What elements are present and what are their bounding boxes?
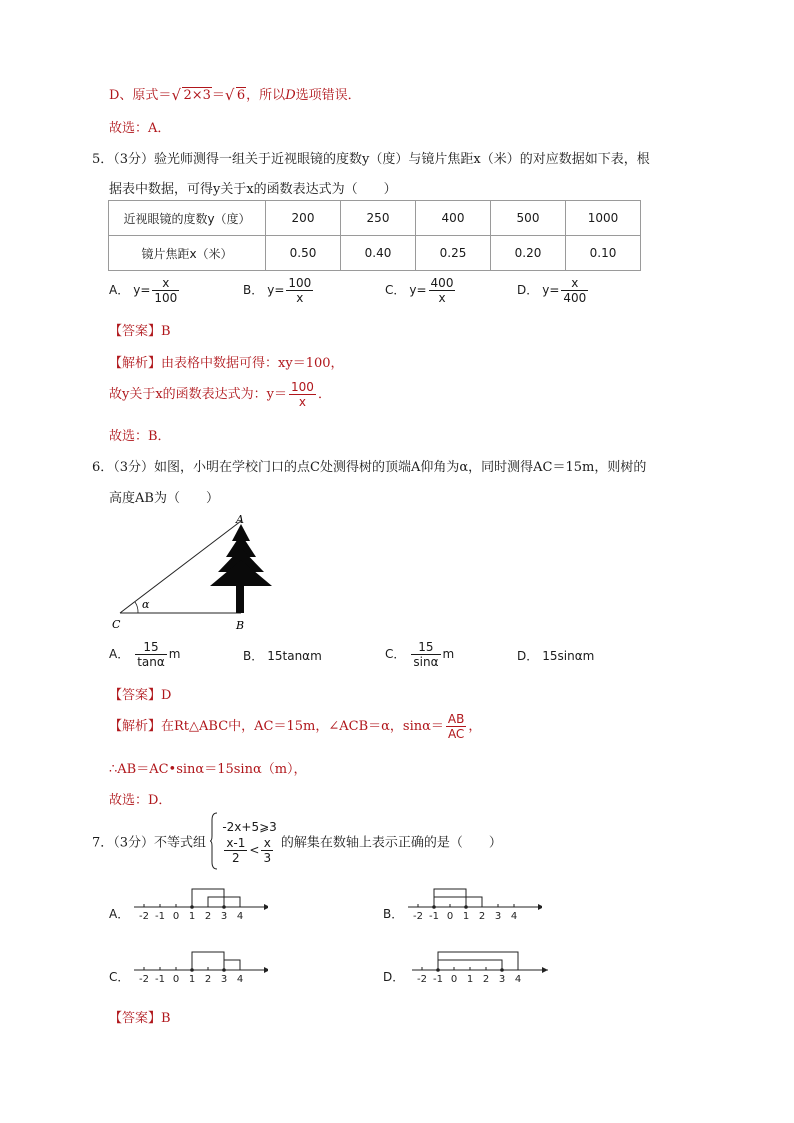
- q7-stem: 7．（3分）不等式组 -2x+5⩾3 $\frac{x-1}{2}$ < $\frac{x}{3}$ 的解集在数轴上表示正确的是（ ）: [92, 812, 502, 870]
- label-b: B: [236, 619, 245, 632]
- d-prefix: D、原式＝: [109, 88, 172, 103]
- q7-option-a[interactable]: [128, 880, 268, 922]
- solution-range-bar: [434, 897, 482, 907]
- brace-icon: [210, 812, 218, 870]
- tick-label: 2: [204, 911, 212, 922]
- q5-cell: 0.10: [566, 236, 641, 271]
- q5-cell: 0.25: [416, 236, 491, 271]
- arrow-icon: [264, 904, 268, 910]
- q6-answer-key: 【答案】D: [109, 688, 172, 703]
- tick-label: -2: [139, 974, 149, 985]
- q7-option-b[interactable]: [402, 880, 542, 922]
- q5-answer-key: 【答案】B: [109, 324, 171, 339]
- q5-cell: 500: [491, 201, 566, 236]
- label-alpha: α: [142, 598, 150, 611]
- q5-analysis-line1: 【解析】由表格中数据可得：xy＝100，: [109, 356, 344, 371]
- q6-option-a[interactable]: A． $\frac{15}{\tan\alpha}$ m: [109, 640, 181, 669]
- q7-option-d-label[interactable]: D．: [383, 970, 405, 984]
- tick-label: 4: [236, 974, 244, 985]
- q5-cell: 0.50: [266, 236, 341, 271]
- q5-option-a[interactable]: A． y= $\frac{x}{100}$: [109, 276, 178, 305]
- endpoint-dot: [436, 968, 440, 972]
- q5-stem-line2: 据表中数据，可得y关于x的函数表达式为（ ）: [109, 182, 397, 197]
- label-c: C: [112, 618, 121, 631]
- q5-cell: 0.20: [491, 236, 566, 271]
- q6-conclusion: 故选：D．: [109, 793, 172, 808]
- angle-arc: [135, 602, 138, 613]
- q5-option-c[interactable]: C． y= $\frac{400}{x}$: [385, 276, 454, 305]
- q5-cell: 1000: [566, 201, 641, 236]
- line-d-explanation: [109, 84, 361, 103]
- tick-label: 3: [220, 974, 228, 985]
- line-answer-prev: 故选：A．: [109, 121, 171, 136]
- d-suffix: 选项错误．: [295, 88, 361, 103]
- q7-option-c-label[interactable]: C．: [109, 970, 130, 984]
- tick-label: 1: [188, 911, 196, 922]
- tick-label: -2: [413, 911, 423, 922]
- q5-cell: 200: [266, 201, 341, 236]
- d-eq: ＝: [211, 88, 225, 103]
- solution-range-bar: [224, 960, 240, 970]
- q5-stem-line1: 5．（3分）验光师测得一组关于近视眼镜的度数y（度）与镜片焦距x（米）的对应数据如下表，根: [92, 152, 650, 167]
- q7-option-a-label[interactable]: A．: [109, 907, 130, 921]
- tick-label: 0: [450, 974, 458, 985]
- arrow-icon: [264, 967, 268, 973]
- tick-label: 2: [478, 911, 486, 922]
- q6-option-c[interactable]: C． $\frac{15}{\sin\alpha}$ m: [385, 640, 455, 669]
- q6-analysis-line1: 【解析】在Rt△ABC中，AC＝15m，∠ACB＝α，sinα＝ $\frac{AB}{AC}$ ，: [109, 712, 482, 741]
- label-a: A: [236, 513, 244, 526]
- q5-analysis-line2: 故y关于x的函数表达式为：y＝ $\frac{100}{x}$ ．: [109, 380, 331, 409]
- q5-cell: 0.40: [341, 236, 416, 271]
- q5-row2-label: 镜片焦距x（米）: [109, 236, 266, 271]
- tick-label: 4: [514, 974, 522, 985]
- tick-label: 2: [204, 974, 212, 985]
- tick-label: -1: [155, 974, 165, 985]
- tick-label: -1: [429, 911, 439, 922]
- arrow-icon: [542, 967, 548, 973]
- sqrt-6: √ 6: [225, 88, 246, 103]
- tick-label: 1: [466, 974, 474, 985]
- tick-label: 3: [494, 911, 502, 922]
- tick-label: 1: [188, 974, 196, 985]
- d-letter: D: [285, 88, 296, 103]
- q6-analysis-line2: ∴AB＝AC•sinα＝15sinα（m），: [109, 762, 307, 777]
- endpoint-dot: [190, 968, 194, 972]
- q6-option-d[interactable]: D． 15sinαm: [517, 649, 595, 663]
- tick-label: -1: [433, 974, 443, 985]
- q5-option-d[interactable]: D． y= $\frac{x}{400}$: [517, 276, 587, 305]
- q5-row-focal: [109, 236, 641, 271]
- q7-option-c[interactable]: [128, 943, 268, 985]
- q6-stem-line2: 高度AB为（ ）: [109, 491, 219, 506]
- tick-label: 2: [482, 974, 490, 985]
- q7-option-d[interactable]: [402, 943, 552, 985]
- endpoint-dot: [222, 968, 226, 972]
- tick-label: 1: [462, 911, 470, 922]
- sqrt-2x3: √ 2×3: [171, 88, 211, 103]
- arrow-icon: [538, 904, 542, 910]
- tick-label: 4: [510, 911, 518, 922]
- endpoint-dot: [464, 905, 468, 909]
- inequality-system: -2x+5⩾3 $\frac{x-1}{2}$ < $\frac{x}{3}$: [222, 819, 277, 865]
- tick-label: -2: [417, 974, 427, 985]
- q5-option-b[interactable]: B． y= $\frac{100}{x}$: [243, 276, 312, 305]
- endpoint-dot: [190, 905, 194, 909]
- q6-figure: [100, 508, 280, 633]
- tick-label: 0: [446, 911, 454, 922]
- endpoint-dot: [222, 905, 226, 909]
- tick-label: 3: [220, 911, 228, 922]
- tick-label: 0: [172, 974, 180, 985]
- solution-range-bar: [438, 952, 518, 970]
- q6-stem-line1: 6．（3分）如图，小明在学校门口的点C处测得树的顶端A仰角为α，同时测得AC＝15m，则树的: [92, 460, 647, 475]
- d-mid: ，所以: [246, 88, 286, 103]
- q7-option-b-label[interactable]: B．: [383, 907, 404, 921]
- tick-label: 3: [498, 974, 506, 985]
- q7-answer-key: 【答案】B: [109, 1011, 171, 1026]
- q5-row1-label: 近视眼镜的度数y（度）: [109, 201, 266, 236]
- endpoint-dot: [432, 905, 436, 909]
- tick-label: -1: [155, 911, 165, 922]
- endpoint-dot: [500, 968, 504, 972]
- q5-cell: 250: [341, 201, 416, 236]
- q5-table: [108, 200, 641, 271]
- tick-label: 4: [236, 911, 244, 922]
- q5-cell: 400: [416, 201, 491, 236]
- tick-label: -2: [139, 911, 149, 922]
- q5-row-degree: [109, 201, 641, 236]
- q6-option-b[interactable]: B． 15tanαm: [243, 649, 322, 663]
- q5-conclusion: 故选：B．: [109, 429, 171, 444]
- tick-label: 0: [172, 911, 180, 922]
